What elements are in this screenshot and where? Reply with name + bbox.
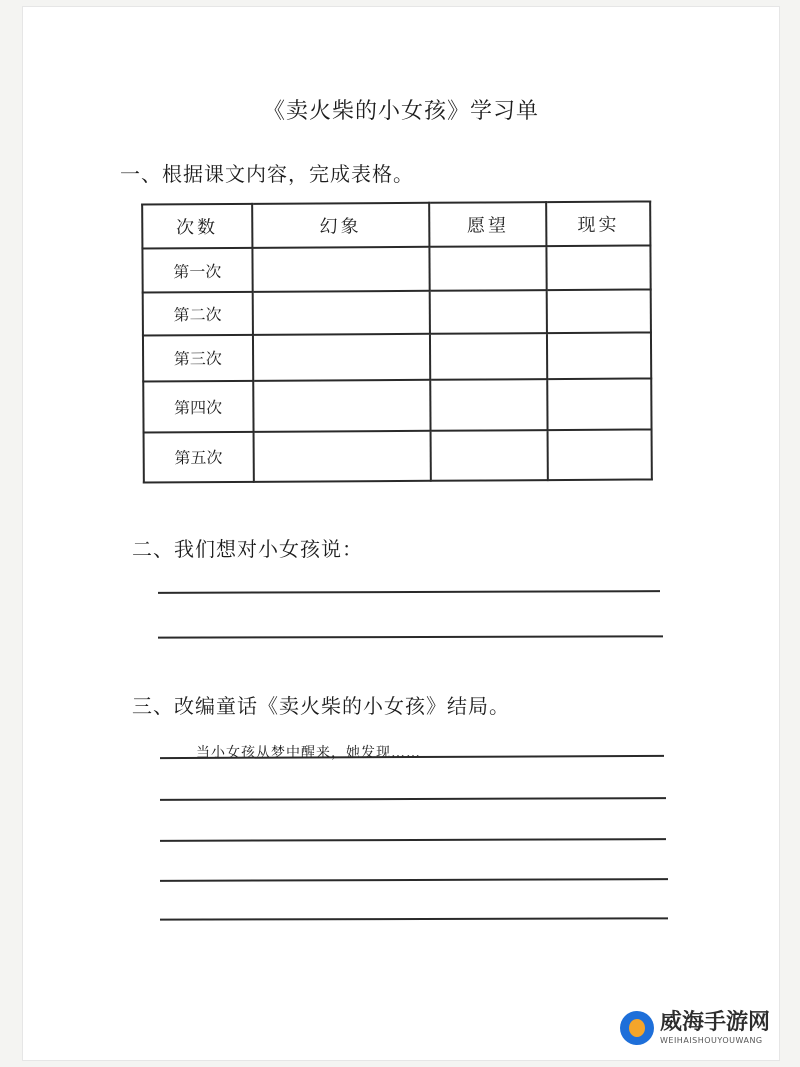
row-label: 第三次 bbox=[143, 335, 253, 382]
blank-cell[interactable] bbox=[430, 379, 548, 430]
section-2-heading: 二、我们想对小女孩说： bbox=[132, 537, 363, 561]
section-3-heading: 三、改编童话《卖火柴的小女孩》结局。 bbox=[132, 694, 510, 718]
worksheet-title: 《卖火柴的小女孩》学习单 bbox=[262, 99, 539, 124]
blank-cell[interactable] bbox=[547, 290, 651, 333]
row-label: 第二次 bbox=[143, 292, 253, 335]
answer-line[interactable] bbox=[160, 838, 666, 842]
row-label: 第五次 bbox=[144, 431, 254, 482]
blank-cell[interactable] bbox=[547, 245, 651, 290]
table-row bbox=[143, 290, 651, 335]
blank-cell[interactable] bbox=[429, 246, 547, 291]
table-row bbox=[143, 332, 651, 381]
header-reality: 现实 bbox=[546, 201, 650, 246]
table-row bbox=[142, 245, 650, 292]
watermark-name: 威海手游网 bbox=[659, 1009, 770, 1035]
site-watermark bbox=[620, 1011, 770, 1045]
blank-cell[interactable] bbox=[430, 333, 548, 380]
section-1-heading: 一、根据课文内容，完成表格。 bbox=[120, 162, 414, 186]
table-row bbox=[143, 379, 651, 433]
answer-line[interactable] bbox=[158, 635, 663, 638]
blank-cell[interactable] bbox=[431, 430, 549, 481]
blank-cell[interactable] bbox=[252, 334, 430, 381]
answer-line[interactable] bbox=[160, 878, 668, 882]
blank-cell[interactable] bbox=[253, 430, 431, 482]
ending-prompt: 当小女孩从梦中醒来，她发现…… bbox=[196, 745, 421, 761]
answer-line[interactable] bbox=[160, 797, 666, 801]
blank-cell[interactable] bbox=[252, 291, 430, 334]
header-wish: 愿望 bbox=[429, 202, 547, 247]
header-count: 次数 bbox=[142, 204, 252, 249]
worksheet-page bbox=[22, 6, 780, 1061]
blank-cell[interactable] bbox=[430, 290, 548, 333]
blank-cell[interactable] bbox=[548, 379, 652, 430]
blank-cell[interactable] bbox=[253, 380, 431, 432]
header-illusion: 幻象 bbox=[252, 203, 430, 248]
answer-line[interactable] bbox=[158, 590, 660, 594]
comparison-table bbox=[141, 200, 653, 483]
row-label: 第四次 bbox=[143, 381, 253, 432]
blank-cell[interactable] bbox=[547, 332, 651, 379]
watermark-subtitle: WEIHAISHOUYOUWANG bbox=[659, 1035, 763, 1045]
table-header-row bbox=[142, 201, 650, 248]
blank-cell[interactable] bbox=[252, 247, 430, 292]
row-label: 第一次 bbox=[142, 248, 252, 293]
blank-cell[interactable] bbox=[548, 429, 652, 480]
table-row bbox=[144, 429, 652, 483]
site-logo-icon bbox=[620, 1011, 654, 1045]
answer-line[interactable] bbox=[160, 917, 668, 920]
